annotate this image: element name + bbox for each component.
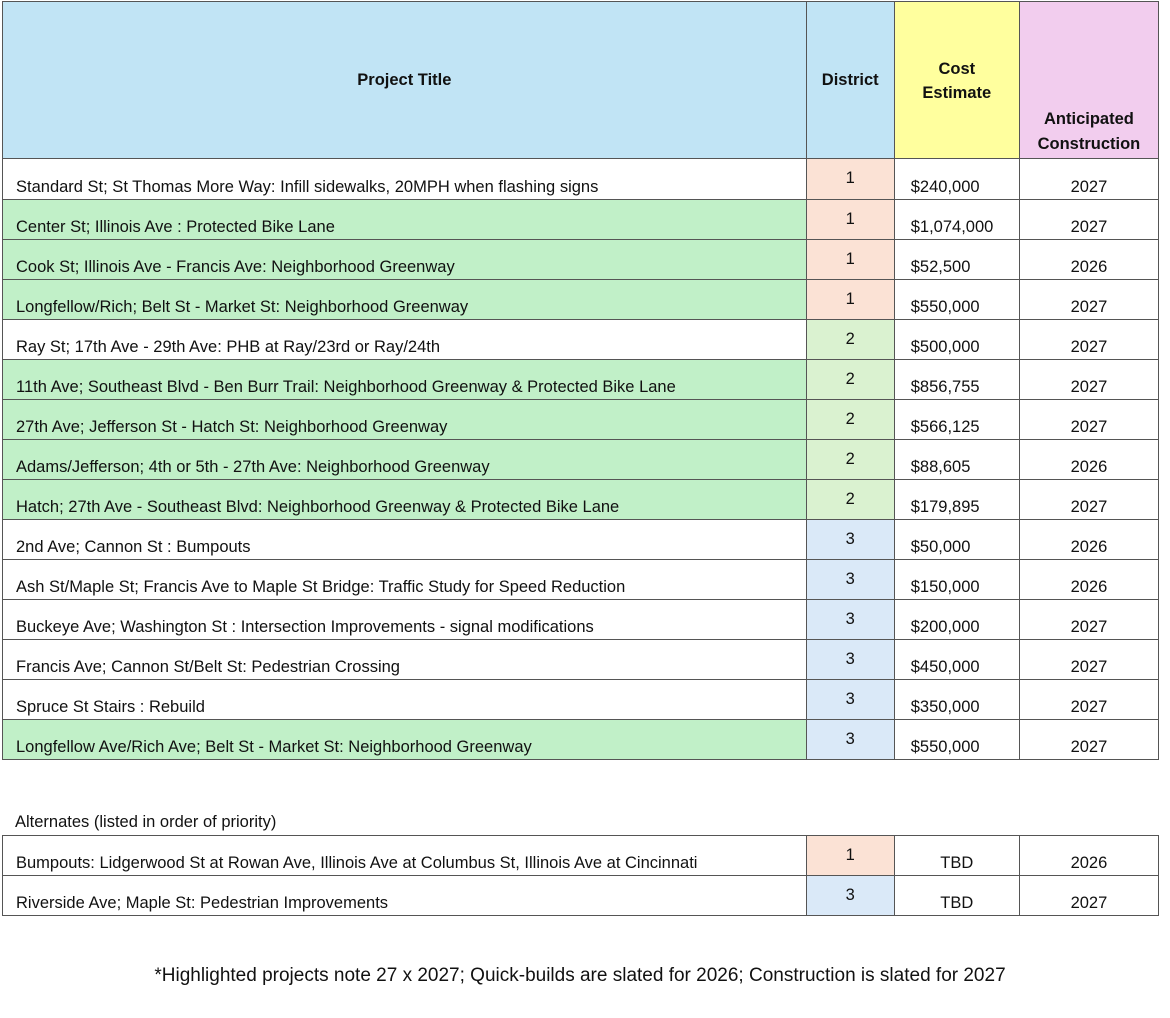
cost-cell: $450,000 — [894, 640, 1019, 680]
district-cell: 1 — [806, 200, 894, 240]
district-cell: 2 — [806, 480, 894, 520]
cost-cell: $200,000 — [894, 600, 1019, 640]
cost-cell: $52,500 — [894, 240, 1019, 280]
construction-year-cell: 2027 — [1019, 400, 1158, 440]
cost-cell: $856,755 — [894, 360, 1019, 400]
cost-cell: TBD — [894, 876, 1019, 916]
table-row — [3, 876, 1159, 916]
project-title-cell: Center St; Illinois Ave : Protected Bike Lane — [3, 200, 807, 240]
table-row — [3, 440, 1159, 480]
construction-year-cell: 2027 — [1019, 320, 1158, 360]
cost-cell: $550,000 — [894, 720, 1019, 760]
project-title-cell: Longfellow Ave/Rich Ave; Belt St - Market St: Neighborhood Greenway — [3, 720, 807, 760]
cost-cell: $179,895 — [894, 480, 1019, 520]
alternate-title-cell: Bumpouts: Lidgerwood St at Rowan Ave, Illinois Ave at Columbus St, Illinois Ave at Cincinnati — [3, 836, 807, 876]
table-row — [3, 720, 1159, 760]
district-cell: 3 — [806, 520, 894, 560]
project-title-cell: Ray St; 17th Ave - 29th Ave: PHB at Ray/23rd or Ray/24th — [3, 320, 807, 360]
district-cell: 3 — [806, 560, 894, 600]
project-title-cell: Adams/Jefferson; 4th or 5th - 27th Ave: Neighborhood Greenway — [3, 440, 807, 480]
header-project-title: Project Title — [3, 2, 807, 159]
district-cell: 2 — [806, 320, 894, 360]
cost-cell: $550,000 — [894, 280, 1019, 320]
project-title-cell: Hatch; 27th Ave - Southeast Blvd: Neighborhood Greenway & Protected Bike Lane — [3, 480, 807, 520]
cost-cell: $240,000 — [894, 159, 1019, 200]
cost-cell: $566,125 — [894, 400, 1019, 440]
project-title-cell: Standard St; St Thomas More Way: Infill sidewalks, 20MPH when flashing signs — [3, 159, 807, 200]
alternate-title-cell: Riverside Ave; Maple St: Pedestrian Improvements — [3, 876, 807, 916]
district-cell: 1 — [806, 280, 894, 320]
cost-cell: $50,000 — [894, 520, 1019, 560]
header-construction-line1: Anticipated — [1044, 110, 1134, 128]
projects-table — [2, 1, 1159, 760]
header-anticipated-construction — [1019, 2, 1158, 159]
project-title-cell: Buckeye Ave; Washington St : Intersection Improvements - signal modifications — [3, 600, 807, 640]
district-cell: 3 — [806, 600, 894, 640]
table-row — [3, 200, 1159, 240]
district-cell: 3 — [806, 640, 894, 680]
district-cell: 2 — [806, 360, 894, 400]
table-row — [3, 680, 1159, 720]
district-cell: 3 — [806, 720, 894, 760]
cost-cell: $1,074,000 — [894, 200, 1019, 240]
table-row — [3, 836, 1159, 876]
project-title-cell: 11th Ave; Southeast Blvd - Ben Burr Trail: Neighborhood Greenway & Protected Bike Lane — [3, 360, 807, 400]
district-cell: 1 — [806, 240, 894, 280]
table-row — [3, 480, 1159, 520]
table-row — [3, 520, 1159, 560]
header-cost-line2: Estimate — [922, 84, 992, 102]
cost-cell: $88,605 — [894, 440, 1019, 480]
project-title-cell: Cook St; Illinois Ave - Francis Ave: Neighborhood Greenway — [3, 240, 807, 280]
header-row — [3, 2, 1159, 159]
district-cell: 1 — [806, 159, 894, 200]
project-title-cell: Ash St/Maple St; Francis Ave to Maple St Bridge: Traffic Study for Speed Reduction — [3, 560, 807, 600]
footnote: *Highlighted projects note 27 x 2027; Quick-builds are slated for 2026; Construction is slated for 2027 — [154, 965, 1006, 986]
construction-year-cell: 2026 — [1019, 836, 1158, 876]
alternates-label: Alternates (listed in order of priority) — [15, 813, 277, 831]
construction-year-cell: 2027 — [1019, 680, 1158, 720]
district-cell: 2 — [806, 400, 894, 440]
table-row — [3, 560, 1159, 600]
cost-cell: $350,000 — [894, 680, 1019, 720]
cost-cell: $500,000 — [894, 320, 1019, 360]
cost-cell: $150,000 — [894, 560, 1019, 600]
table-row — [3, 400, 1159, 440]
project-title-cell: Spruce St Stairs : Rebuild — [3, 680, 807, 720]
cost-cell: TBD — [894, 836, 1019, 876]
construction-year-cell: 2026 — [1019, 240, 1158, 280]
construction-year-cell: 2027 — [1019, 280, 1158, 320]
table-row — [3, 600, 1159, 640]
header-cost-estimate — [894, 2, 1019, 159]
construction-year-cell: 2027 — [1019, 720, 1158, 760]
table-row — [3, 360, 1159, 400]
construction-year-cell: 2026 — [1019, 560, 1158, 600]
project-title-cell: Francis Ave; Cannon St/Belt St: Pedestrian Crossing — [3, 640, 807, 680]
table-row — [3, 320, 1159, 360]
district-cell: 2 — [806, 440, 894, 480]
construction-year-cell: 2026 — [1019, 440, 1158, 480]
construction-year-cell: 2027 — [1019, 159, 1158, 200]
construction-year-cell: 2027 — [1019, 640, 1158, 680]
construction-year-cell: 2026 — [1019, 520, 1158, 560]
table-row — [3, 240, 1159, 280]
project-title-cell: 27th Ave; Jefferson St - Hatch St: Neighborhood Greenway — [3, 400, 807, 440]
table-row — [3, 159, 1159, 200]
project-title-cell: 2nd Ave; Cannon St : Bumpouts — [3, 520, 807, 560]
alternates-table — [2, 835, 1159, 916]
project-title-cell: Longfellow/Rich; Belt St - Market St: Neighborhood Greenway — [3, 280, 807, 320]
district-cell: 3 — [806, 680, 894, 720]
header-district: District — [806, 2, 894, 159]
district-cell: 1 — [806, 836, 894, 876]
header-cost-line1: Cost — [938, 60, 976, 78]
construction-year-cell: 2027 — [1019, 480, 1158, 520]
district-cell: 3 — [806, 876, 894, 916]
table-row — [3, 280, 1159, 320]
construction-year-cell: 2027 — [1019, 200, 1158, 240]
construction-year-cell: 2027 — [1019, 876, 1158, 916]
header-construction-line2: Construction — [1037, 135, 1141, 153]
table-row — [3, 640, 1159, 680]
construction-year-cell: 2027 — [1019, 360, 1158, 400]
construction-year-cell: 2027 — [1019, 600, 1158, 640]
